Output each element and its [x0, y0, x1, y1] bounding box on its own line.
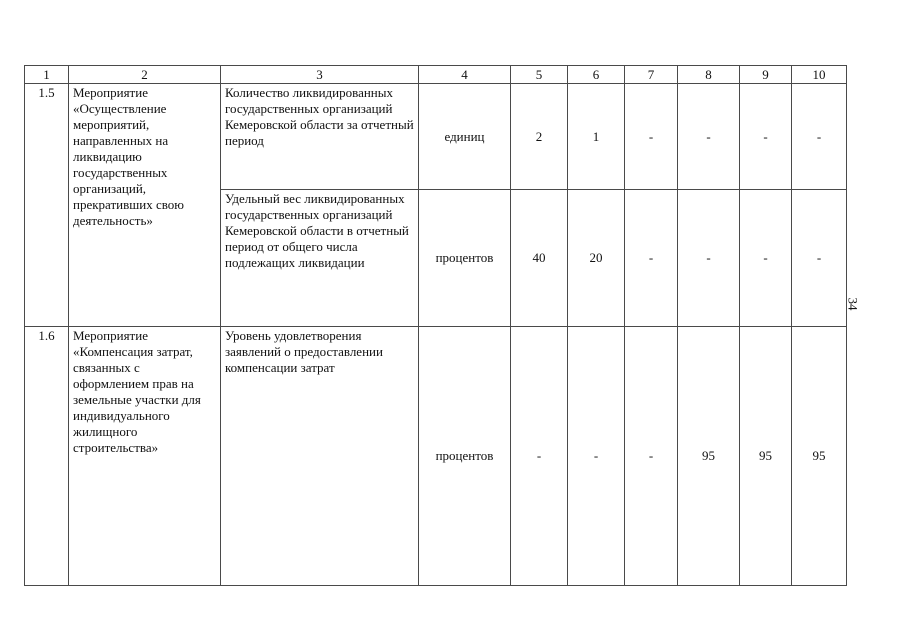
value-cell: -: [625, 327, 678, 586]
value-cell: -: [678, 190, 740, 327]
value-cell: 95: [740, 327, 792, 586]
value-cell: -: [568, 327, 625, 586]
column-header: 3: [221, 66, 419, 84]
indicator-table: [24, 65, 847, 586]
value-cell: -: [792, 84, 847, 190]
indicator-name: Уровень удовлетворения заявлений о предоставлении компенсации затрат: [221, 327, 419, 586]
unit-cell: процентов: [419, 190, 511, 327]
value-cell: 40: [511, 190, 568, 327]
column-header: 9: [740, 66, 792, 84]
row-number: 1.6: [25, 327, 69, 586]
value-cell: 2: [511, 84, 568, 190]
table-row: [25, 84, 847, 190]
value-cell: -: [678, 84, 740, 190]
value-cell: -: [792, 190, 847, 327]
column-header: 10: [792, 66, 847, 84]
value-cell: -: [625, 84, 678, 190]
value-cell: 95: [678, 327, 740, 586]
value-cell: -: [625, 190, 678, 327]
activity-cell: Мероприятие «Компенсация затрат, связанных с оформлением прав на земельные участки для индивидуального жилищного строительства»: [69, 327, 221, 586]
column-header: 6: [568, 66, 625, 84]
column-header: 4: [419, 66, 511, 84]
activity-cell: Мероприятие «Осуществление мероприятий, направленных на ликвидацию государственных организаций, прекративших свою деятельность»: [69, 84, 221, 327]
value-cell: 95: [792, 327, 847, 586]
table-header-row: [25, 66, 847, 84]
value-cell: -: [740, 190, 792, 327]
unit-cell: процентов: [419, 327, 511, 586]
row-number: 1.5: [25, 84, 69, 327]
column-header: 5: [511, 66, 568, 84]
column-header: 2: [69, 66, 221, 84]
value-cell: 1: [568, 84, 625, 190]
column-header: 7: [625, 66, 678, 84]
indicator-name: Количество ликвидированных государственных организаций Кемеровской области за отчетный период: [221, 84, 419, 190]
page-number: 34: [845, 297, 861, 311]
value-cell: -: [740, 84, 792, 190]
column-header: 8: [678, 66, 740, 84]
table-row: [25, 327, 847, 586]
value-cell: 20: [568, 190, 625, 327]
value-cell: -: [511, 327, 568, 586]
column-header: 1: [25, 66, 69, 84]
unit-cell: единиц: [419, 84, 511, 190]
indicator-name: Удельный вес ликвидированных государственных организаций Кемеровской области в отчетный период от общего числа подлежащих ликвидации: [221, 190, 419, 327]
